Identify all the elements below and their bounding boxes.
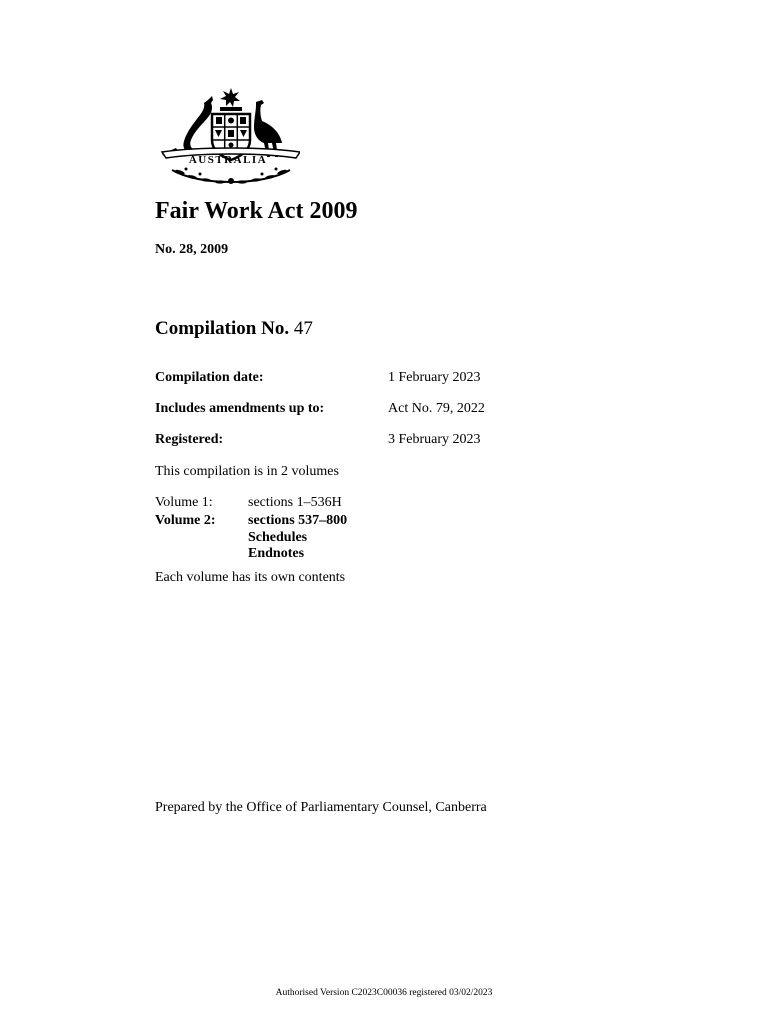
star-icon [220,88,240,107]
detail-value: 3 February 2023 [388,432,481,447]
detail-value: Act No. 79, 2022 [388,401,485,416]
volume-extra-item: Endnotes [248,546,305,561]
authorised-version-footer: Authorised Version C2023C00036 registered 03/02/2023 [275,988,493,998]
volume-sections: sections 1–536H [248,495,342,510]
emblem-label: AUSTRALIA [188,154,268,166]
detail-label: Registered: [155,432,224,447]
compilation-heading-label: Compilation No. [155,318,290,339]
volume-extra-item: Schedules [248,530,308,545]
compilation-number: 47 [293,318,313,339]
prepared-by: Prepared by the Office of Parliamentary Counsel, Canberra [155,800,487,815]
own-contents-note: Each volume has its own contents [155,570,346,585]
coat-of-arms-icon [156,86,300,186]
volume-label: Volume 2: [155,513,216,528]
volume-label: Volume 1: [155,495,213,510]
volumes-note: This compilation is in 2 volumes [155,464,339,479]
document-title: Fair Work Act 2009 [155,198,358,224]
detail-label: Includes amendments up to: [155,401,325,416]
act-number: No. 28, 2009 [155,242,229,257]
kangaroo-icon [183,96,213,153]
detail-value: 1 February 2023 [388,370,481,385]
detail-label: Compilation date: [155,370,264,385]
volume-sections: sections 537–800 [248,513,348,528]
compilation-heading [155,318,313,340]
